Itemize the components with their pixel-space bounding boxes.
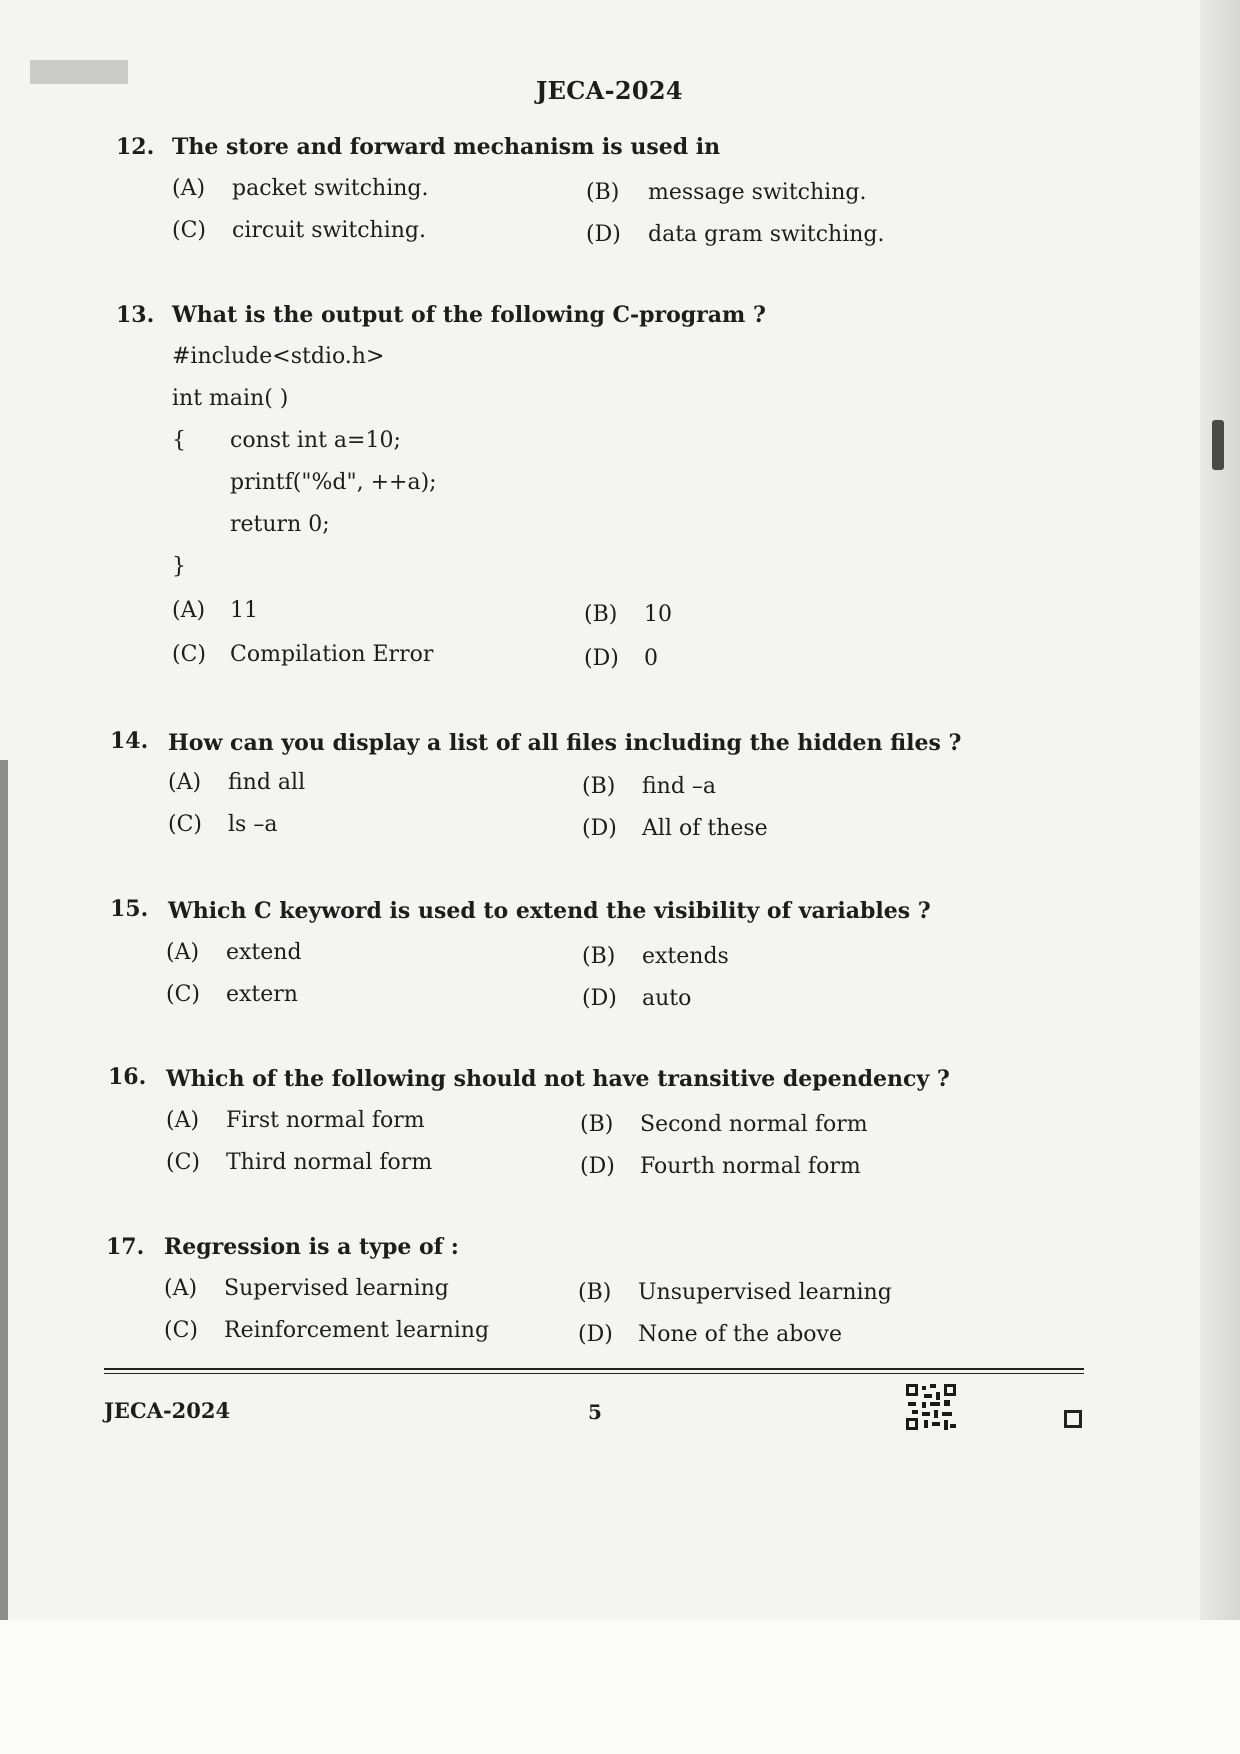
option-text: Compilation Error — [230, 642, 434, 667]
option-text: Unsupervised learning — [638, 1280, 892, 1305]
option-key: (B) — [584, 602, 618, 627]
option-text: First normal form — [226, 1108, 425, 1133]
option-text: 11 — [230, 598, 258, 623]
question-text: Which of the following should not have transitive dependency ? — [166, 1066, 950, 1092]
option-text: data gram switching. — [648, 222, 885, 247]
option-key: (C) — [172, 218, 206, 243]
question-text: Which C keyword is used to extend the visibility of variables ? — [168, 898, 931, 924]
bottom-margin — [0, 1620, 1240, 1754]
option-key: (C) — [166, 1150, 200, 1175]
option-key: (A) — [164, 1276, 198, 1301]
question-text: The store and forward mechanism is used in — [172, 134, 721, 160]
option-key: (D) — [578, 1322, 613, 1347]
option-text: All of these — [642, 816, 768, 841]
question-number: 15. — [110, 896, 149, 922]
option-text: extern — [226, 982, 298, 1007]
option-key: (A) — [172, 176, 206, 201]
page-number: 5 — [588, 1400, 602, 1424]
corner-mark — [30, 60, 128, 84]
question-number: 14. — [110, 728, 149, 754]
question-number: 16. — [108, 1064, 147, 1090]
option-text: packet switching. — [232, 176, 429, 201]
footer-rule — [104, 1368, 1084, 1370]
option-key: (D) — [586, 222, 621, 247]
page-edge — [1200, 0, 1240, 1754]
code-line: { — [172, 428, 186, 453]
option-key: (A) — [172, 598, 206, 623]
qr-code-icon — [904, 1382, 958, 1432]
option-key: (A) — [166, 940, 200, 965]
page-edge-left — [0, 760, 8, 1754]
binder-tab — [1212, 420, 1224, 470]
option-key: (D) — [582, 816, 617, 841]
footer-exam-code: JECA-2024 — [104, 1398, 231, 1423]
option-key: (D) — [582, 986, 617, 1011]
question-text: Regression is a type of : — [164, 1234, 459, 1260]
code-line: int main( ) — [172, 386, 289, 411]
square-icon — [1064, 1410, 1082, 1428]
code-line: #include<stdio.h> — [172, 344, 385, 369]
option-key: (C) — [168, 812, 202, 837]
option-key: (B) — [582, 774, 616, 799]
option-key: (D) — [584, 646, 619, 671]
option-key: (B) — [586, 180, 620, 205]
option-text: extend — [226, 940, 302, 965]
option-text: Supervised learning — [224, 1276, 449, 1301]
option-key: (A) — [168, 770, 202, 795]
option-text: find all — [228, 770, 306, 795]
option-text: find –a — [642, 774, 717, 799]
option-text: Fourth normal form — [640, 1154, 861, 1179]
option-text: circuit switching. — [232, 218, 427, 243]
option-text: Second normal form — [640, 1112, 868, 1137]
question-number: 17. — [106, 1234, 145, 1260]
option-text: extends — [642, 944, 729, 969]
option-key: (A) — [166, 1108, 200, 1133]
option-text: ls –a — [228, 812, 278, 837]
page-header-title: JECA-2024 — [536, 76, 683, 105]
option-key: (B) — [582, 944, 616, 969]
option-text: 0 — [644, 646, 658, 671]
code-line: return 0; — [230, 512, 330, 537]
option-text: Reinforcement learning — [224, 1318, 490, 1343]
question-number: 13. — [116, 302, 155, 328]
question-text: How can you display a list of all files including the hidden files ? — [168, 730, 962, 756]
option-key: (C) — [166, 982, 200, 1007]
question-number: 12. — [116, 134, 155, 160]
code-line: } — [172, 554, 186, 579]
footer-rule-thin — [104, 1373, 1084, 1374]
option-text: None of the above — [638, 1322, 842, 1347]
option-key: (C) — [172, 642, 206, 667]
code-line: printf("%d", ++a); — [230, 470, 437, 495]
option-text: message switching. — [648, 180, 867, 205]
option-text: 10 — [644, 602, 672, 627]
option-text: Third normal form — [226, 1150, 433, 1175]
option-text: auto — [642, 986, 692, 1011]
option-key: (B) — [580, 1112, 614, 1137]
option-key: (B) — [578, 1280, 612, 1305]
option-key: (C) — [164, 1318, 198, 1343]
code-line: const int a=10; — [230, 428, 401, 453]
option-key: (D) — [580, 1154, 615, 1179]
question-text: What is the output of the following C-program ? — [172, 302, 766, 328]
